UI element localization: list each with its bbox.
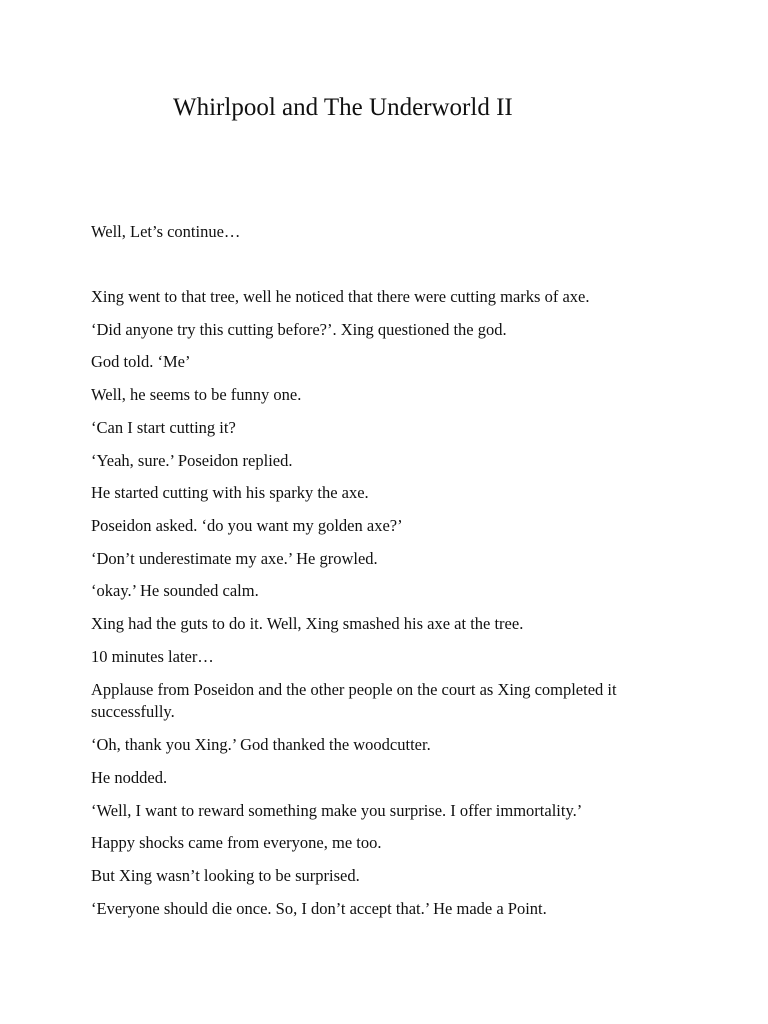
paragraph: Well, he seems to be funny one.	[91, 385, 302, 404]
paragraph: ‘Everyone should die once. So, I don’t accept that.’ He made a Point.	[91, 899, 547, 918]
paragraph: 10 minutes later…	[91, 647, 214, 666]
paragraph: He nodded.	[91, 768, 168, 787]
paragraph: ‘okay.’ He sounded calm.	[91, 581, 259, 600]
paragraph: ‘Well, I want to reward something make you surprise. I offer immortality.’	[91, 801, 583, 820]
paragraph: Xing went to that tree, well he noticed that there were cutting marks of axe.	[91, 287, 590, 306]
paragraph: ‘Did anyone try this cutting before?’. Xing questioned the god.	[91, 320, 507, 339]
paragraph: He started cutting with his sparky the axe.	[91, 483, 369, 502]
paragraph: ‘Oh, thank you Xing.’ God thanked the woodcutter.	[91, 735, 431, 754]
paragraph: God told. ‘Me’	[91, 352, 191, 371]
paragraph: Xing had the guts to do it. Well, Xing smashed his axe at the tree.	[91, 614, 524, 633]
paragraph: ‘Don’t underestimate my axe.’ He growled.	[91, 549, 378, 568]
paragraph: ‘Can I start cutting it?	[91, 418, 236, 437]
paragraph: But Xing wasn’t looking to be surprised.	[91, 866, 360, 885]
paragraph: ‘Yeah, sure.’ Poseidon replied.	[91, 451, 293, 470]
paragraph: Poseidon asked. ‘do you want my golden axe?’	[91, 516, 403, 535]
paragraph: Applause from Poseidon and the other people on the court as Xing completed it successfully.	[91, 680, 617, 721]
paragraph: Well, Let’s continue…	[91, 222, 241, 241]
paragraph: Happy shocks came from everyone, me too.	[91, 833, 382, 852]
document-title: Whirlpool and The Underworld II	[173, 94, 513, 121]
